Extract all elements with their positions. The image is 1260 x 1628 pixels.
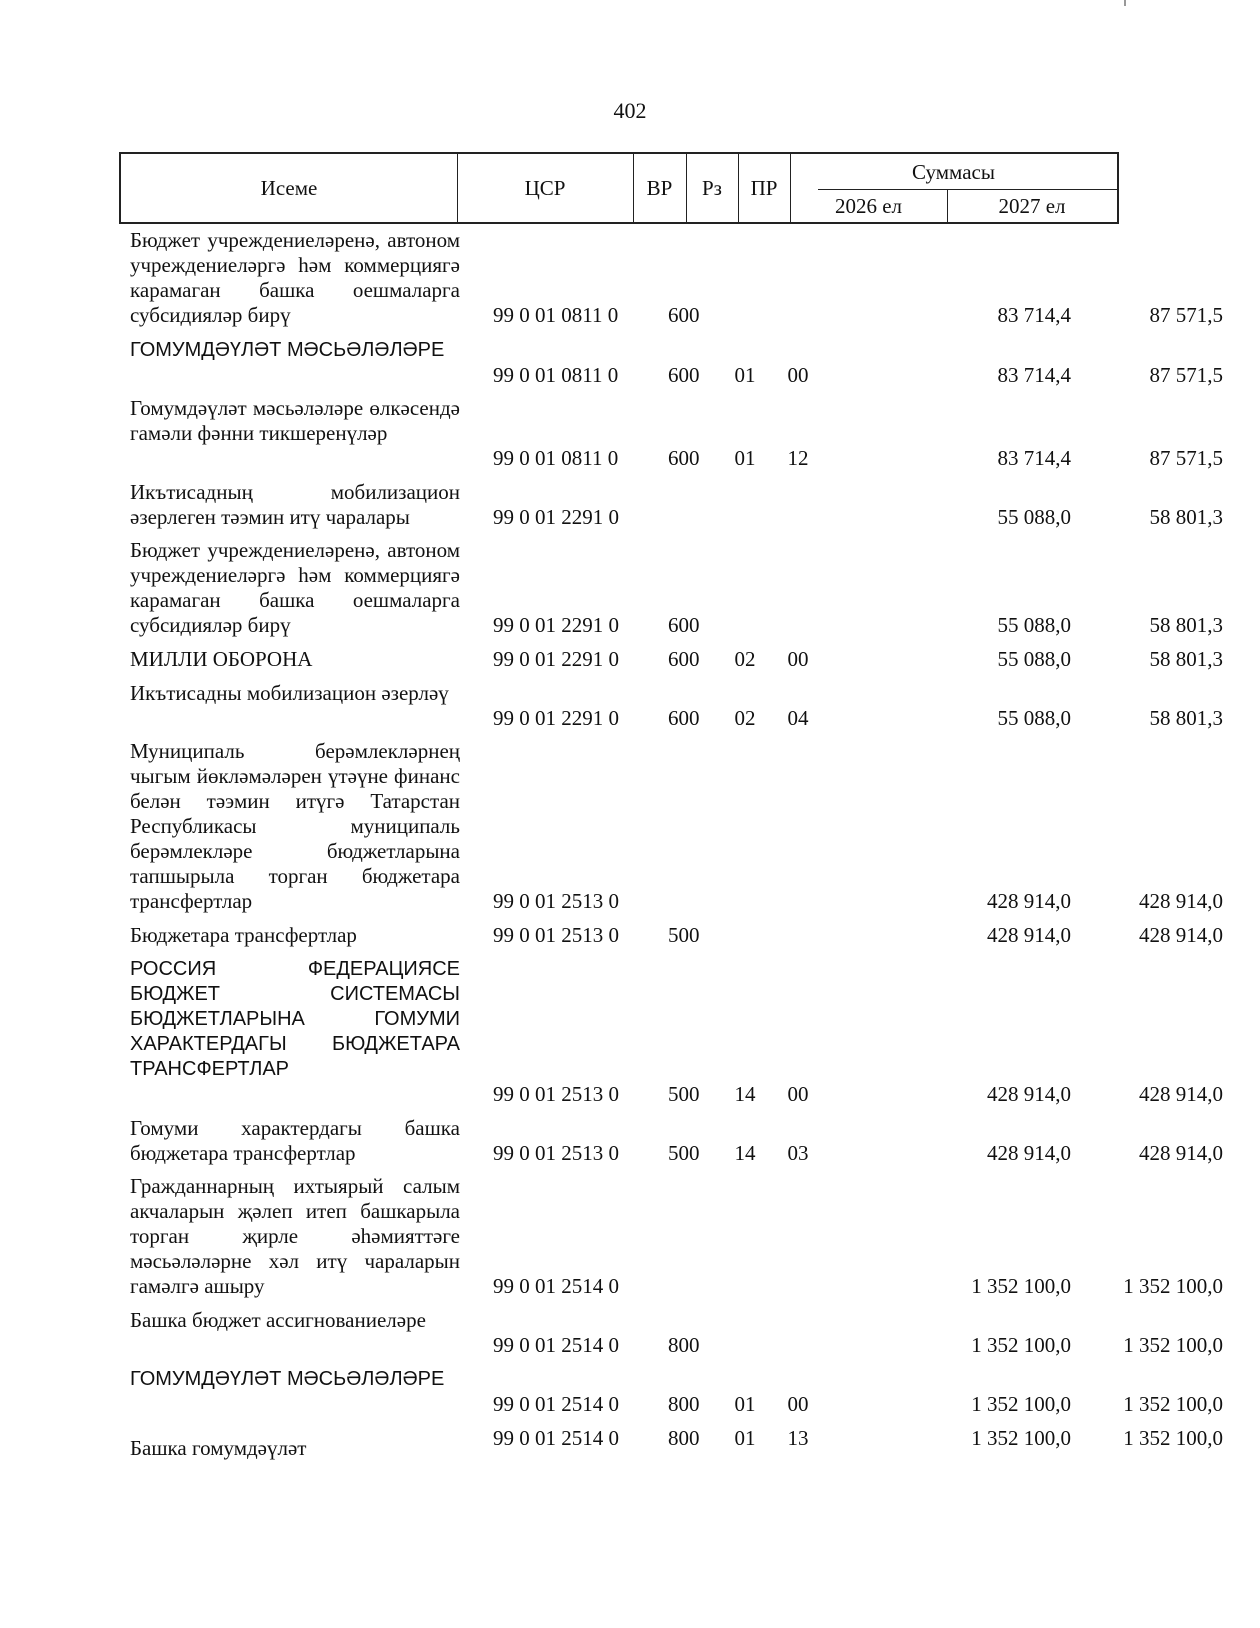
row-rz: 01 [734, 1426, 756, 1450]
row-name: Гомумдәүләт мәсьәләләре өлкәсендә гамәли фәнни тикшеренүләр [130, 396, 460, 445]
row-name: РОССИЯ ФЕДЕРАЦИЯСЕ БЮДЖЕТ СИСТЕМАСЫ БЮДЖЕТЛАРЫНА ГОМУМИ ХАРАКТЕРДАГЫ БЮДЖЕТАРА ТРАНСФЕРТЛАР [130, 958, 460, 1080]
row-pr: 12 [787, 446, 809, 470]
header-csr: ЦСР [524, 176, 566, 200]
row-sum-2027: 87 571,5 [1149, 303, 1223, 327]
row-sum-2027: 58 801,3 [1149, 505, 1223, 529]
row-sum-2026: 83 714,4 [997, 303, 1071, 327]
row-name: Бюджет учреждениеләренә, автоном учреждениеләргә һәм коммерциягә карамаган башка оешмаларга субсидияләр бирү [130, 538, 460, 637]
row-sum-2026: 1 352 100,0 [971, 1426, 1071, 1450]
row-sum-2026: 428 914,0 [987, 923, 1071, 947]
row-name: Башка гомумдәүләт [130, 1436, 307, 1460]
row-sum-2026: 1 352 100,0 [971, 1274, 1071, 1298]
row-name: Бюджетара трансфертлар [130, 923, 357, 947]
row-name: Бюджет учреждениеләренә, автоном учреждениеләргә һәм коммерциягә карамаган башка оешмаларга субсидияләр бирү [130, 228, 460, 327]
table-header [119, 152, 1119, 224]
row-pr: 00 [787, 1082, 809, 1106]
row-vr: 600 [668, 363, 700, 387]
row-rz: 14 [734, 1141, 756, 1165]
row-sum-2027: 58 801,3 [1149, 706, 1223, 730]
row-pr: 00 [787, 363, 809, 387]
row-vr: 600 [668, 706, 700, 730]
row-csr: 99 0 01 2514 0 [493, 1274, 619, 1298]
row-sum-2027: 428 914,0 [1139, 923, 1223, 947]
row-sum-2027: 87 571,5 [1149, 363, 1223, 387]
row-vr: 500 [668, 923, 700, 947]
row-csr: 99 0 01 2291 0 [493, 613, 619, 637]
row-name: Икътисадның мобилизацион әзерлеген тәэмин итү чаралары [130, 480, 460, 529]
row-csr: 99 0 01 2513 0 [493, 1082, 619, 1106]
row-sum-2026: 1 352 100,0 [971, 1392, 1071, 1416]
row-vr: 500 [668, 1141, 700, 1165]
row-sum-2026: 83 714,4 [997, 363, 1071, 387]
row-rz: 02 [734, 706, 756, 730]
row-rz: 01 [734, 363, 756, 387]
row-rz: 01 [734, 1392, 756, 1416]
row-sum-2027: 1 352 100,0 [1123, 1426, 1223, 1450]
row-sum-2026: 83 714,4 [997, 446, 1071, 470]
header-vr: ВР [646, 176, 673, 200]
row-sum-2026: 428 914,0 [987, 1141, 1071, 1165]
row-vr: 500 [668, 1082, 700, 1106]
row-vr: 600 [668, 613, 700, 637]
header-year-2027: 2027 ел [998, 194, 1066, 218]
header-pr: ПР [750, 176, 778, 200]
row-sum-2027: 1 352 100,0 [1123, 1274, 1223, 1298]
row-name: ГОМУМДӘҮЛӘТ МӘСЬӘЛӘЛӘРЕ [130, 339, 445, 361]
row-vr: 800 [668, 1392, 700, 1416]
row-name: МИЛЛИ ОБОРОНА [130, 647, 313, 671]
row-name: Икътисадны мобилизацион әзерләү [130, 681, 449, 705]
row-vr: 600 [668, 647, 700, 671]
row-vr: 800 [668, 1333, 700, 1357]
row-rz: 01 [734, 446, 756, 470]
row-csr: 99 0 01 2514 0 [493, 1333, 619, 1357]
row-name: Башка бюджет ассигнованиеләре [130, 1308, 426, 1332]
row-sum-2027: 58 801,3 [1149, 647, 1223, 671]
row-csr: 99 0 01 2514 0 [493, 1426, 619, 1450]
row-vr: 800 [668, 1426, 700, 1450]
header-name: Исеме [260, 176, 318, 200]
row-csr: 99 0 01 2291 0 [493, 706, 619, 730]
row-sum-2027: 87 571,5 [1149, 446, 1223, 470]
row-csr: 99 0 01 0811 0 [493, 363, 619, 387]
scan-mark [1124, 0, 1126, 6]
row-sum-2026: 55 088,0 [997, 505, 1071, 529]
header-rz: Рз [702, 176, 722, 200]
row-csr: 99 0 01 2513 0 [493, 923, 619, 947]
header-sums: Суммасы [912, 160, 995, 184]
row-rz: 02 [734, 647, 756, 671]
row-sum-2026: 55 088,0 [997, 647, 1071, 671]
page-number: 402 [613, 98, 647, 123]
row-sum-2027: 58 801,3 [1149, 613, 1223, 637]
row-sum-2027: 428 914,0 [1139, 1141, 1223, 1165]
row-pr: 00 [787, 1392, 809, 1416]
row-csr: 99 0 01 2513 0 [493, 1141, 619, 1165]
row-csr: 99 0 01 2291 0 [493, 505, 619, 529]
row-sum-2027: 1 352 100,0 [1123, 1333, 1223, 1357]
row-sum-2026: 428 914,0 [987, 889, 1071, 913]
row-name: ГОМУМДӘҮЛӘТ МӘСЬӘЛӘЛӘРЕ [130, 1368, 445, 1390]
row-csr: 99 0 01 2514 0 [493, 1392, 619, 1416]
row-csr: 99 0 01 0811 0 [493, 303, 619, 327]
row-csr: 99 0 01 0811 0 [493, 446, 619, 470]
row-sum-2027: 1 352 100,0 [1123, 1392, 1223, 1416]
row-sum-2027: 428 914,0 [1139, 889, 1223, 913]
row-vr: 600 [668, 446, 700, 470]
row-sum-2026: 1 352 100,0 [971, 1333, 1071, 1357]
row-sum-2027: 428 914,0 [1139, 1082, 1223, 1106]
row-pr: 04 [787, 706, 809, 730]
row-name: Гомуми характердагы башка бюджетара трансфертлар [130, 1116, 460, 1165]
row-rz: 14 [734, 1082, 756, 1106]
row-sum-2026: 55 088,0 [997, 706, 1071, 730]
row-csr: 99 0 01 2513 0 [493, 889, 619, 913]
row-pr: 13 [787, 1426, 809, 1450]
row-csr: 99 0 01 2291 0 [493, 647, 619, 671]
row-pr: 03 [787, 1141, 809, 1165]
row-pr: 00 [787, 647, 809, 671]
header-year-2026: 2026 ел [834, 194, 903, 218]
row-vr: 600 [668, 303, 700, 327]
row-sum-2026: 428 914,0 [987, 1082, 1071, 1106]
row-name: Гражданнарның ихтыярый салым акчаларын җәлеп итеп башкарыла торган җирле әһәмияттәге мәсьәләләрне хәл итү чараларын гамәлгә ашыру [130, 1174, 460, 1298]
row-sum-2026: 55 088,0 [997, 613, 1071, 637]
row-name: Муниципаль берәмлекләрнең чыгым йөкләмәләрен үтәүне финанс белән тәэмин итүгә Татарстан Республикасы муниципаль берәмлекләре бюджетларына тапшырыла торган бюджетара трансфертлар [130, 739, 460, 913]
